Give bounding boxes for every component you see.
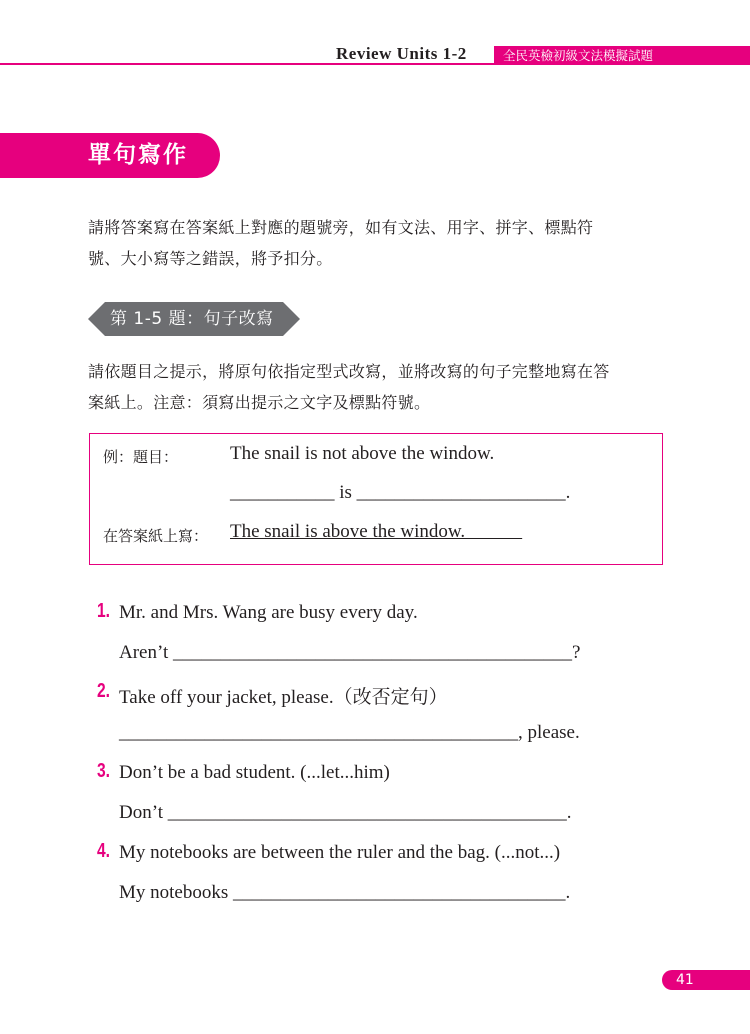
question-number: 2. [97,680,111,702]
question-prompt: __________________________________________, please. [119,722,580,743]
subsection-instructions-line: 案紙上。注意：須寫出提示之文字及標點符號。 [88,393,431,412]
question-number: 1. [97,600,111,622]
example-box [89,433,663,565]
running-header-badge: 全民英檢初級文法模擬試題 [494,46,750,65]
page-number: 41 [662,970,750,990]
subsection-label: 第 1-5 題：句子改寫 [110,309,274,329]
example-answer-label: 在答案紙上寫： [103,527,209,545]
question-prompt: Don’t __________________________________________. [119,802,572,823]
subsection-tag [88,302,300,336]
question-prompt: Aren’t __________________________________________? [119,642,581,663]
section-instructions-line: 請將答案寫在答案紙上對應的題號旁，如有文法、用字、拼字、標點符 [88,218,594,237]
question-prompt: My notebooks ___________________________________. [119,882,571,903]
example-question-label: 例：題目： [103,448,179,466]
question-text: Take off your jacket, please.（改否定句） [119,687,448,708]
example-prompt-text: ___________ is ______________________. [230,482,571,503]
question-text: Don’t be a bad student. (...let...him) [119,762,390,783]
question-number: 3. [97,760,111,782]
running-header-title: Review Units 1-2 [336,44,467,63]
example-answer-text: The snail is above the window. [230,521,523,542]
question-number: 4. [97,840,111,862]
question-text: Mr. and Mrs. Wang are busy every day. [119,602,418,623]
example-question-text: The snail is not above the window. [230,443,495,464]
section-instructions [88,212,668,274]
section-instructions-line: 號、大小寫等之錯誤，將予扣分。 [88,249,333,268]
question-text: My notebooks are between the ruler and the bag. (...not...) [119,842,561,863]
subsection-instructions [88,356,668,418]
subsection-instructions-line: 請依題目之提示，將原句依指定型式改寫，並將改寫的句子完整地寫在答 [88,362,610,381]
header-divider [0,63,750,65]
section-title: 單句寫作 [0,133,220,178]
